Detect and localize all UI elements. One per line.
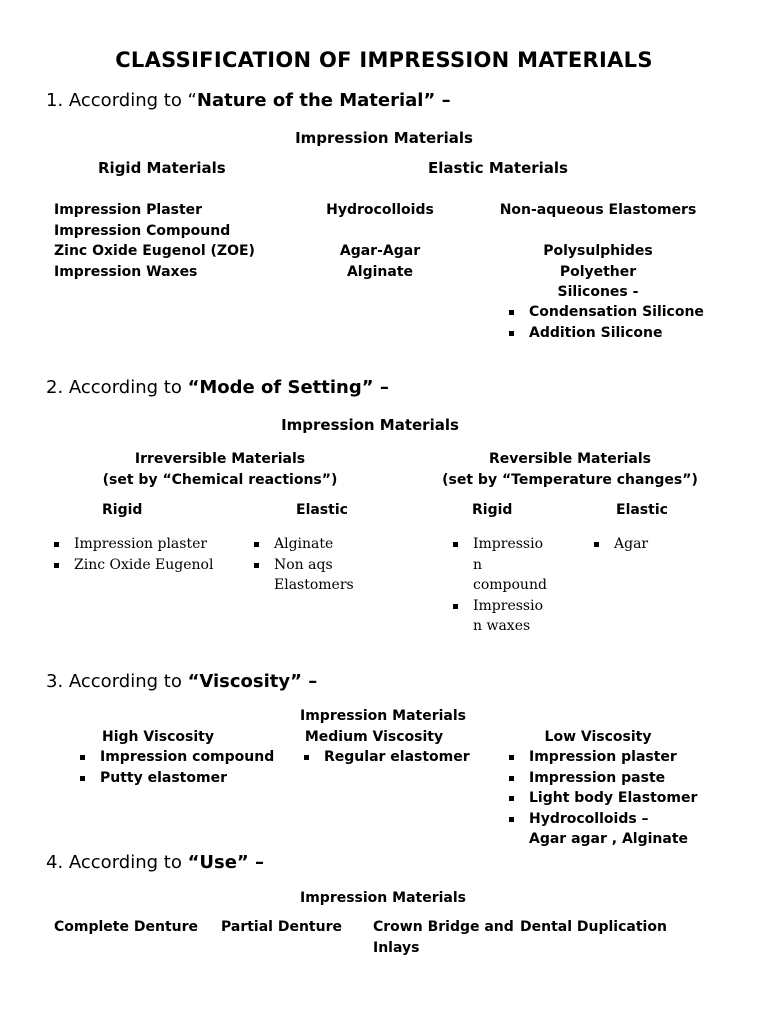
list-item-continuation: n bbox=[473, 556, 483, 573]
list-item: Hydrocolloids – bbox=[505, 809, 697, 830]
s2-reversible-title: Reversible Materials bbox=[489, 451, 651, 467]
section-2-emphasis: “Mode of Setting” bbox=[187, 377, 374, 398]
page-title: CLASSIFICATION OF IMPRESSION MATERIALS bbox=[115, 48, 653, 72]
list-item: Impression Compound bbox=[54, 222, 231, 239]
s2-irrev-rigid-heading: Rigid bbox=[102, 502, 143, 518]
section-2-heading bbox=[46, 377, 389, 398]
list-item: Alginate bbox=[250, 534, 354, 555]
list-item-continuation: n waxes bbox=[473, 618, 531, 634]
list-item: Agar bbox=[590, 534, 648, 555]
s1-hydrocolloids-heading: Hydrocolloids bbox=[326, 202, 434, 218]
s3-low-list bbox=[505, 747, 697, 850]
s2-irrev-rigid-list bbox=[50, 534, 213, 575]
s1-nonaqueous-column bbox=[498, 200, 698, 303]
s3-root-label: Impression Materials bbox=[300, 708, 466, 724]
list-item: Agar-Agar bbox=[339, 243, 421, 259]
section-3-suffix: – bbox=[301, 671, 318, 692]
s3-medium-list bbox=[300, 747, 470, 768]
section-1-heading bbox=[46, 90, 451, 111]
s2-irreversible-title: Irreversible Materials bbox=[134, 451, 306, 467]
s1-silicone-list bbox=[505, 302, 704, 343]
s2-irreversible-subtitle: (set by “Chemical reactions”) bbox=[102, 471, 338, 488]
s2-rev-rigid-heading: Rigid bbox=[472, 502, 513, 518]
list-item: Condensation Silicone bbox=[505, 302, 704, 323]
list-item: Impression Waxes bbox=[54, 263, 198, 280]
list-item: Regular elastomer bbox=[300, 747, 470, 768]
s1-rigid-list bbox=[54, 200, 255, 282]
list-item: Impression paste bbox=[505, 768, 697, 789]
list-item: Impressio bbox=[449, 534, 547, 555]
section-3-emphasis: “Viscosity” bbox=[187, 671, 302, 692]
s1-root-label: Impression Materials bbox=[295, 129, 473, 147]
s2-reversible-subtitle: (set by “Temperature changes”) bbox=[442, 471, 698, 488]
list-item: Putty elastomer bbox=[76, 768, 274, 789]
s2-rev-elastic-heading: Elastic bbox=[616, 502, 668, 518]
s2-root-label: Impression Materials bbox=[281, 416, 459, 434]
list-item: Zinc Oxide Eugenol (ZOE) bbox=[54, 243, 255, 259]
list-item: Impressio bbox=[449, 596, 547, 617]
section-3-heading bbox=[46, 671, 317, 692]
s2-rev-rigid-list bbox=[449, 534, 547, 637]
s2-irrev-elastic-heading: Elastic bbox=[296, 502, 348, 518]
section-4-prefix: 4. According to bbox=[46, 852, 188, 873]
section-1-suffix: ” – bbox=[423, 90, 451, 111]
s2-rev-elastic-list bbox=[590, 534, 648, 555]
list-item: Zinc Oxide Eugenol bbox=[50, 555, 213, 576]
list-item: Light body Elastomer bbox=[505, 788, 697, 809]
s3-high-heading: High Viscosity bbox=[102, 729, 214, 745]
section-3-prefix: 3. According to bbox=[46, 671, 188, 692]
list-item-continuation: Agar agar , Alginate bbox=[529, 831, 689, 847]
s4-use-complete-denture: Complete Denture bbox=[54, 919, 198, 935]
s1-hydrocolloids-column bbox=[300, 200, 460, 282]
section-2-suffix: – bbox=[373, 377, 389, 398]
list-item: Alginate bbox=[346, 263, 414, 280]
s1-elastic-heading: Elastic Materials bbox=[428, 159, 568, 177]
section-4-heading bbox=[46, 852, 264, 873]
s2-irreversible-heading bbox=[80, 449, 360, 490]
list-item: Impression Plaster bbox=[54, 202, 203, 218]
list-item: Non aqs bbox=[250, 555, 354, 576]
list-item-continuation: compound bbox=[473, 577, 547, 593]
s2-reversible-heading bbox=[430, 449, 710, 490]
s3-high-list bbox=[76, 747, 274, 788]
s1-nonaqueous-heading: Non-aqueous Elastomers bbox=[499, 202, 697, 218]
section-4-suffix: – bbox=[248, 852, 265, 873]
s3-medium-heading: Medium Viscosity bbox=[304, 729, 444, 745]
s4-use-crown-bridge-line2: Inlays bbox=[373, 939, 420, 956]
list-item: Impression compound bbox=[76, 747, 274, 768]
list-item: Silicones - bbox=[557, 284, 639, 300]
s4-use-dental-duplication: Dental Duplication bbox=[520, 919, 667, 935]
section-2-prefix: 2. According to bbox=[46, 377, 188, 398]
s2-irrev-elastic-list bbox=[250, 534, 354, 596]
section-1-emphasis: Nature of the Material bbox=[196, 90, 424, 111]
s4-root-label: Impression Materials bbox=[300, 890, 466, 906]
s3-low-heading: Low Viscosity bbox=[544, 729, 652, 745]
list-item-continuation: Elastomers bbox=[274, 577, 354, 593]
list-item: Polysulphides bbox=[543, 243, 653, 259]
s4-use-partial-denture: Partial Denture bbox=[221, 919, 342, 935]
section-4-emphasis: “Use” bbox=[187, 852, 249, 873]
s4-use-crown-bridge-line1: Crown Bridge and bbox=[373, 919, 514, 935]
section-1-prefix: 1. According to “ bbox=[46, 90, 197, 111]
s4-use-crown-bridge bbox=[373, 917, 514, 958]
list-item: Polyether bbox=[559, 263, 637, 280]
s1-rigid-heading: Rigid Materials bbox=[98, 159, 226, 177]
list-item: Impression plaster bbox=[505, 747, 697, 768]
list-item: Addition Silicone bbox=[505, 323, 704, 344]
list-item: Impression plaster bbox=[50, 534, 213, 555]
